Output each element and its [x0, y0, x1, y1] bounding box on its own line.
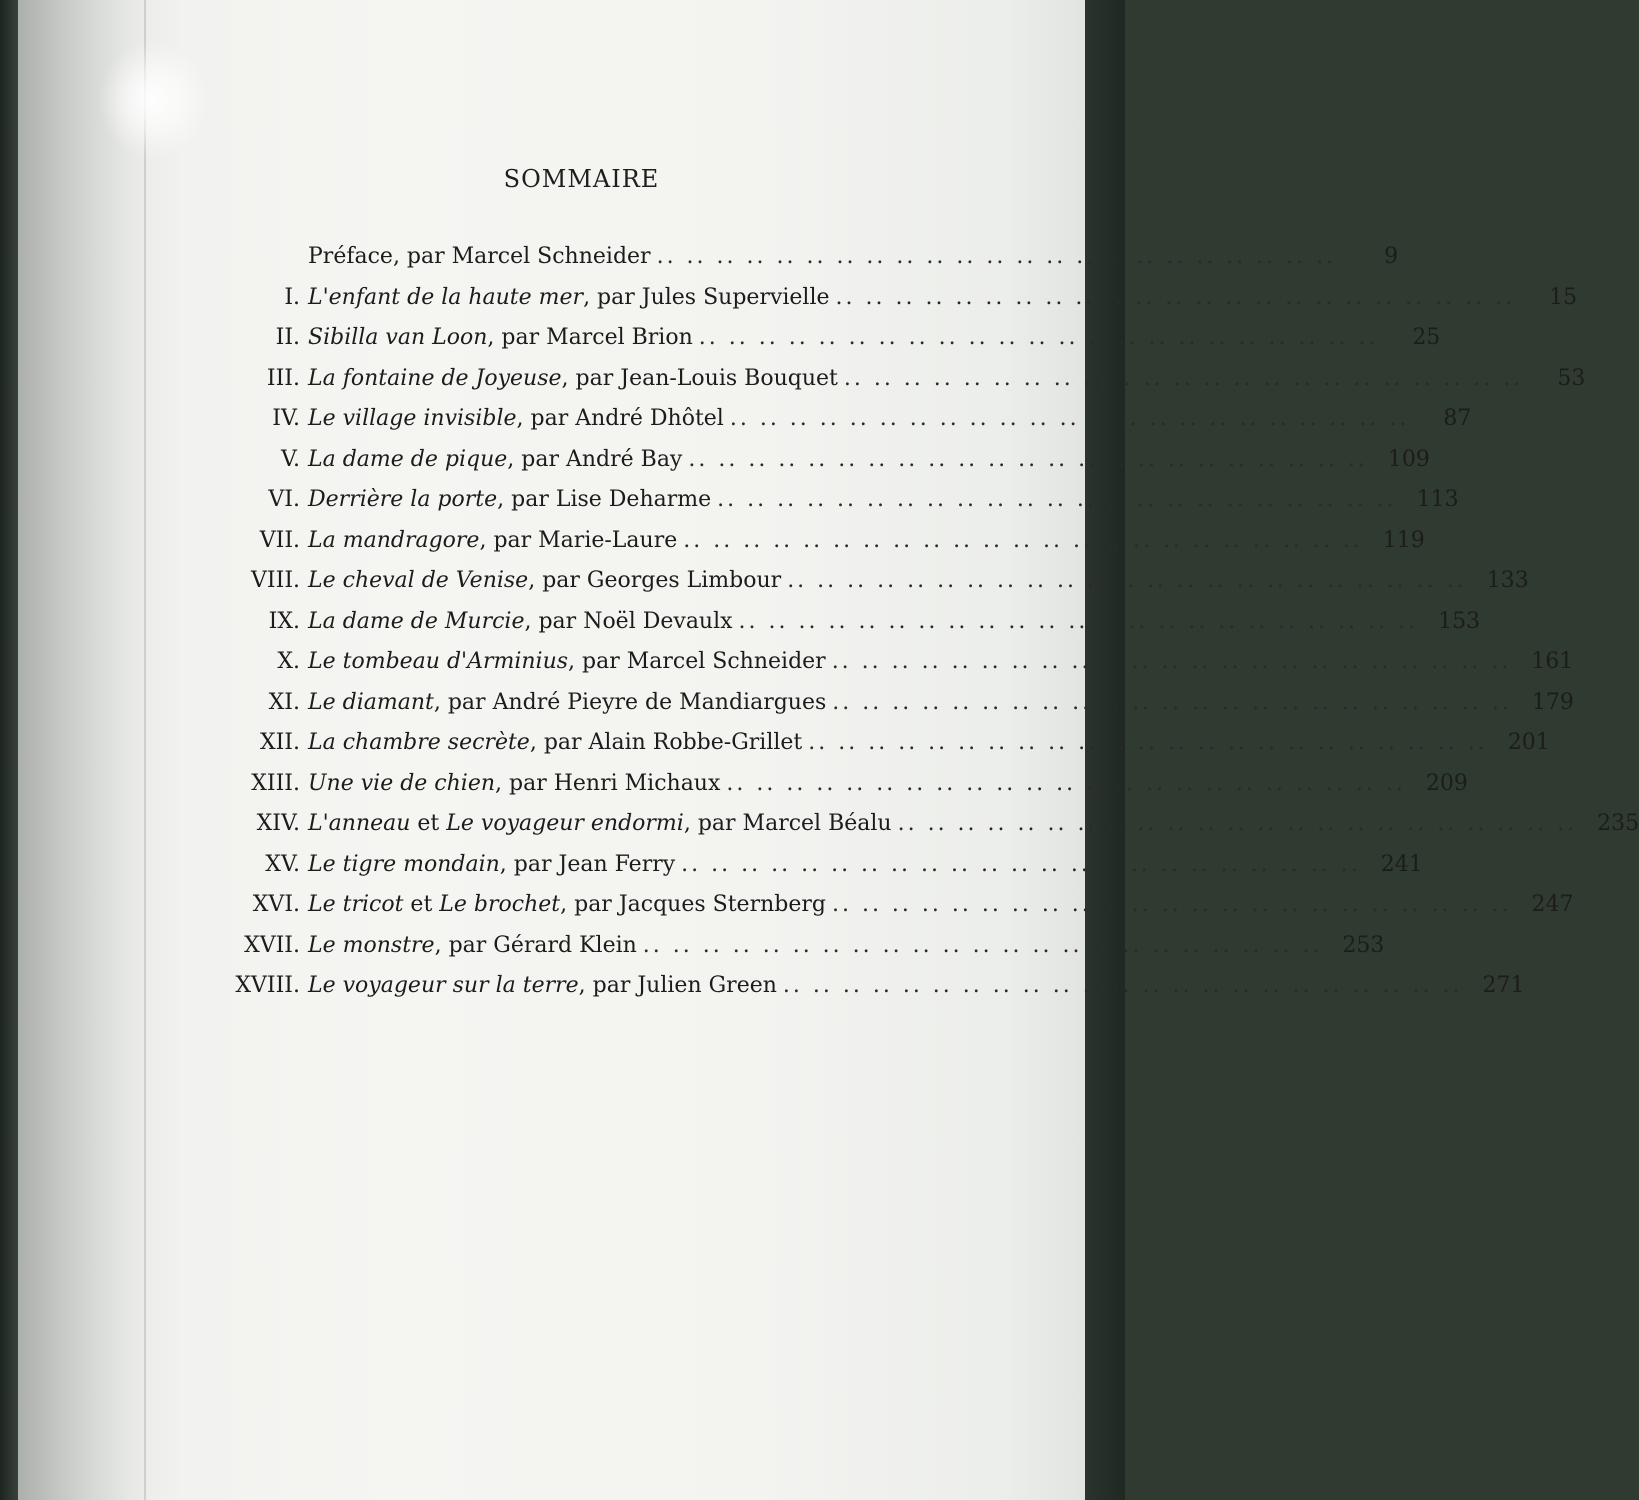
- entry-title: Une vie de chien: [308, 770, 496, 796]
- entry-by: , par: [524, 608, 584, 634]
- dot-leader: [675, 852, 1367, 877]
- entry-title: Le cheval de Venise: [308, 568, 529, 593]
- entry-conjunction: et: [410, 811, 447, 836]
- toc-entry: [220, 770, 1468, 812]
- entry-title: Le village invisible: [308, 406, 517, 431]
- entry-title: Le tombeau d'Arminius: [308, 649, 569, 674]
- entry-by: , par: [497, 487, 556, 512]
- entry-page-number: 253: [1342, 932, 1385, 958]
- entry-author: Georges Limbour: [586, 568, 782, 593]
- entry-title: Le diamant: [308, 689, 434, 715]
- entry-by: , par: [529, 730, 589, 755]
- entry-number: XVIII.: [235, 973, 300, 998]
- toc-entry: [220, 892, 1574, 933]
- entry-number: XII.: [259, 730, 300, 755]
- entry-by: , par: [487, 325, 547, 350]
- entry-text: [308, 933, 637, 958]
- entry-by: , par: [433, 689, 493, 715]
- entry-by: , par: [561, 365, 621, 391]
- dot-leader: [777, 973, 1469, 998]
- entry-title: La chambre secrète: [308, 730, 530, 755]
- entry-by: , par: [528, 568, 587, 593]
- entry-title: La dame de pique: [308, 446, 508, 472]
- entry-title: La dame de Murcie: [308, 608, 525, 634]
- entry-text: [308, 366, 838, 391]
- entry-page-number: 9: [1384, 244, 1399, 269]
- entry-author: Henri Michaux: [553, 770, 721, 796]
- entry-page-number: 53: [1557, 365, 1586, 391]
- entry-number: XIV.: [256, 811, 300, 836]
- entry-author: Jean Ferry: [558, 851, 676, 877]
- dot-leader: [651, 244, 1343, 269]
- entry-text: [308, 568, 781, 593]
- entry-page-number: 179: [1531, 689, 1574, 715]
- entry-page-number: 241: [1380, 851, 1423, 877]
- entry-by: , par: [683, 811, 743, 836]
- entry-title: Sibilla van Loon: [308, 325, 488, 350]
- entry-author: Marcel Schneider: [626, 649, 826, 674]
- dot-leader: [826, 892, 1518, 917]
- dot-leader: [682, 447, 1374, 472]
- entry-number: V.: [280, 446, 300, 472]
- entry-title: Le tricot: [308, 892, 404, 917]
- dot-leader: [892, 811, 1584, 836]
- toc-entry: [220, 649, 1574, 690]
- entry-author: Julien Green: [637, 973, 777, 998]
- entry-page-number: 109: [1387, 446, 1430, 472]
- entry-by: , par: [495, 770, 554, 796]
- toc-entry: [220, 487, 1459, 528]
- entry-by: , par: [568, 649, 627, 674]
- dot-leader: [802, 730, 1494, 755]
- toc-entry: [220, 932, 1385, 974]
- entry-by: , par: [434, 932, 494, 958]
- entry-number: VII.: [259, 527, 300, 553]
- entry-author: Alain Robbe-Grillet: [588, 730, 803, 755]
- entry-author: Noël Devaulx: [583, 608, 733, 634]
- entry-number: IX.: [268, 608, 300, 634]
- entry-title: Le monstre: [308, 932, 435, 958]
- toc-entry: [220, 527, 1425, 569]
- entry-by: , par: [560, 892, 619, 917]
- entry-text: [308, 892, 826, 917]
- book-spine-edge: [0, 0, 20, 1500]
- entry-page-number: 113: [1416, 487, 1459, 512]
- entry-title: Le voyageur sur la terre: [308, 973, 579, 998]
- entry-text: [308, 285, 830, 310]
- entry-page-number: 119: [1382, 527, 1425, 553]
- entry-author: Jules Supervielle: [641, 284, 830, 310]
- entry-number: XVI.: [252, 892, 300, 917]
- entry-number: XVII.: [244, 932, 300, 958]
- entry-title: Derrière la porte: [308, 487, 498, 512]
- dot-leader: [720, 771, 1412, 796]
- entry-page-number: 247: [1531, 892, 1574, 917]
- entry-text: [308, 730, 802, 755]
- toc-entries: [220, 284, 1639, 1014]
- entry-number: III.: [266, 365, 300, 391]
- entry-text: [308, 609, 733, 634]
- entry-by: , par: [479, 527, 539, 553]
- entry-text: [308, 811, 892, 836]
- entry-by: , par: [516, 406, 576, 431]
- entry-page-number: 153: [1438, 608, 1481, 634]
- entry-author: Marcel Brion: [546, 325, 693, 350]
- entry-number: I.: [284, 284, 300, 310]
- entry-author: André Dhôtel: [575, 406, 724, 431]
- entry-number: XI.: [268, 689, 300, 715]
- toc-entry: [220, 608, 1481, 650]
- entry-text: [308, 771, 720, 796]
- entry-title: La fontaine de Joyeuse: [308, 365, 562, 391]
- entry-text: [308, 690, 826, 715]
- entry-text: [308, 852, 675, 877]
- dot-leader: [724, 406, 1416, 431]
- entry-page-number: 15: [1549, 284, 1578, 310]
- entry-page-number: 271: [1482, 973, 1525, 998]
- entry-author: Jean-Louis Bouquet: [620, 365, 838, 391]
- entry-text: [308, 447, 682, 472]
- entry-title-second: Le brochet: [439, 892, 561, 917]
- entry-page-number: 87: [1443, 406, 1472, 431]
- toc-entry: [220, 446, 1430, 488]
- entry-page-number: 209: [1425, 770, 1468, 796]
- dot-leader: [733, 609, 1425, 634]
- page-fold-line: [144, 0, 146, 1500]
- dot-leader: [781, 568, 1473, 593]
- entry-author: André Bay: [565, 446, 683, 472]
- entry-number: II.: [275, 325, 300, 350]
- table-of-contents: [220, 244, 1639, 1014]
- toc-entry: [220, 973, 1525, 1014]
- toc-entry: [220, 284, 1578, 326]
- dot-leader: [826, 649, 1518, 674]
- entry-page-number: 25: [1412, 325, 1441, 350]
- entry-number: X.: [277, 649, 300, 674]
- page-title: SOMMAIRE: [503, 165, 660, 193]
- dot-leader: [693, 325, 1385, 350]
- toc-entry: [220, 406, 1472, 447]
- toc-entry: [220, 730, 1550, 771]
- dot-leader: [838, 366, 1530, 391]
- entry-by: , par: [578, 973, 638, 998]
- toc-entry: [220, 325, 1441, 366]
- entry-title: L'anneau: [308, 811, 411, 836]
- entry-page-number: 161: [1531, 649, 1574, 674]
- entry-author: Marie-Laure: [538, 527, 678, 553]
- entry-text: [308, 973, 777, 998]
- entry-number: IV.: [272, 406, 300, 431]
- toc-entry: [220, 568, 1529, 609]
- light-glare: [98, 40, 208, 160]
- entry-number: VIII.: [251, 568, 300, 593]
- entry-text: [308, 325, 693, 350]
- toc-entry-preface: [220, 244, 1399, 285]
- entry-author: Jacques Sternberg: [618, 892, 826, 917]
- entry-page-number: 133: [1486, 568, 1529, 593]
- entry-page-number: 235: [1597, 811, 1639, 836]
- dot-leader: [677, 528, 1369, 553]
- entry-page-number: 201: [1507, 730, 1550, 755]
- entry-number: XIII.: [251, 770, 300, 796]
- entry-text: [308, 649, 826, 674]
- toc-entry: [220, 811, 1639, 852]
- entry-author: André Pieyre de Mandiargues: [492, 689, 827, 715]
- entry-title: La mandragore: [308, 527, 480, 553]
- entry-author: Marcel Béalu: [742, 811, 892, 836]
- dot-leader: [830, 285, 1522, 310]
- entry-title-second: Le voyageur endormi: [446, 811, 684, 836]
- entry-author: Gérard Klein: [493, 932, 637, 958]
- entry-conjunction: et: [403, 892, 440, 917]
- toc-entry: [220, 365, 1586, 407]
- entry-by: , par: [583, 284, 642, 310]
- dot-leader: [637, 933, 1329, 958]
- entry-text: Préface, par Marcel Schneider: [308, 244, 651, 269]
- dot-leader: [711, 487, 1403, 512]
- gutter-shadow: [18, 0, 183, 1500]
- toc-entry: [220, 689, 1574, 731]
- toc-entry: [220, 851, 1423, 893]
- entry-by: , par: [499, 851, 559, 877]
- entry-author: Lise Deharme: [555, 487, 712, 512]
- entry-number: VI.: [268, 487, 300, 512]
- entry-title: Le tigre mondain: [308, 851, 500, 877]
- entry-title: L'enfant de la haute mer: [308, 284, 584, 310]
- dot-leader: [826, 690, 1518, 715]
- entry-text: [308, 487, 711, 512]
- entry-text: [308, 406, 724, 431]
- entry-number: XV.: [265, 851, 300, 877]
- entry-text: [308, 528, 677, 553]
- entry-by: , par: [507, 446, 566, 472]
